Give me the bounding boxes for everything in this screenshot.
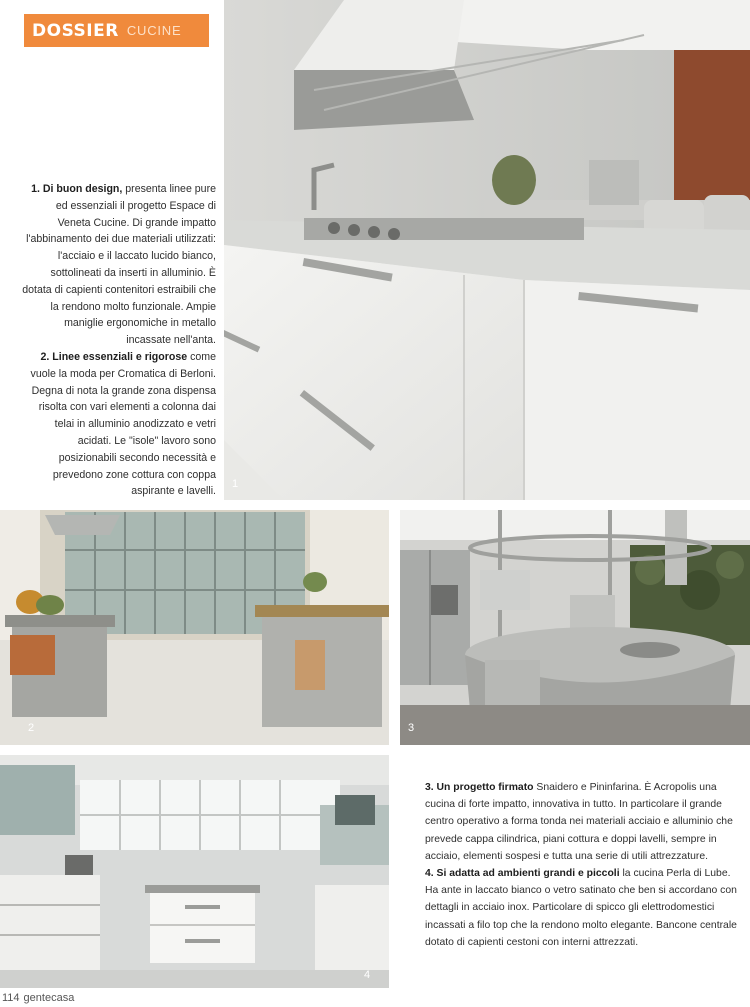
photo-number-3: 3: [408, 722, 415, 734]
item-4-lead: 4. Si adatta ad ambienti grandi e piccoli: [425, 868, 620, 880]
item-3-lead: 3. Un progetto firmato: [425, 782, 534, 793]
photo-number-4: 4: [364, 969, 371, 981]
photo-number-2: 2: [28, 722, 35, 734]
item-2-lead: 2. Linee essenziali e rigorose: [40, 350, 188, 363]
item-4-text: la cucina Perla di Lube. Ha ante in laccato bianco o vetro satinato che ben si accordano con dettagli in acciaio inox. Particolare di spicco gli elettrodomestici incassati a filo top che la rendono molto elegante. Bancone centrale dotato di capienti cestoni con interni attrezzati.: [425, 868, 737, 948]
kitchen-photo-4: [0, 755, 389, 988]
kitchen-photo-2: [0, 510, 389, 745]
photo-number-1: 1: [232, 478, 239, 490]
item-2-text: come vuole la moda per Cromatica di Berloni. Degna di nota la grande zona dispensa risolta con vari elementi a colonna dai telai in alluminio anodizzato e vetri acidati. Le "isole" lavoro sono posizionabili secondo necessità e prevedono zone cottura con coppa aspirante e lavelli.: [30, 350, 216, 498]
kitchen-photo-1: [224, 0, 750, 500]
section-label: DOSSIER: [32, 20, 119, 41]
section-tag: [24, 14, 209, 47]
paragraph-4: [425, 865, 743, 951]
kitchen-photo-3: [400, 510, 750, 745]
paragraph-3: [425, 779, 743, 865]
item-1-text: presenta linee pure ed essenziali il progetto Espace di Veneta Cucine. Di grande impatto l'abbinamento dei due materiali utilizzati: l'acciaio e il laccato lucido bianco, sottolineati da inserti in alluminio. È dotata di capienti contenitori estraibili che la rendono molto funzionale. Ampie maniglie ergonomiche in metallo incassate nell'anta.: [22, 183, 216, 347]
page-footer: [2, 992, 74, 1004]
article-intro: [20, 181, 216, 500]
article-details: [425, 779, 743, 951]
page-number: 114: [2, 992, 20, 1004]
item-3-text: Snaidero e Pininfarina. È Acropolis una cucina di forte impatto, innovativa in tutto. In particolare il grande centro operativo a forma tonda nei materiali acciaio e alluminio che prevede cappa cilindrica, piani cottura e doppi lavelli, sempre in acciaio, elementi sospesi e tutta una serie di utili attrezzature.: [425, 782, 733, 862]
subsection-label: CUCINE: [126, 23, 182, 38]
paragraph-2: [20, 349, 216, 500]
item-1-lead: 1. Di buon design,: [31, 183, 123, 195]
magazine-name: gentecasa: [23, 992, 75, 1004]
paragraph-1: [20, 181, 216, 349]
